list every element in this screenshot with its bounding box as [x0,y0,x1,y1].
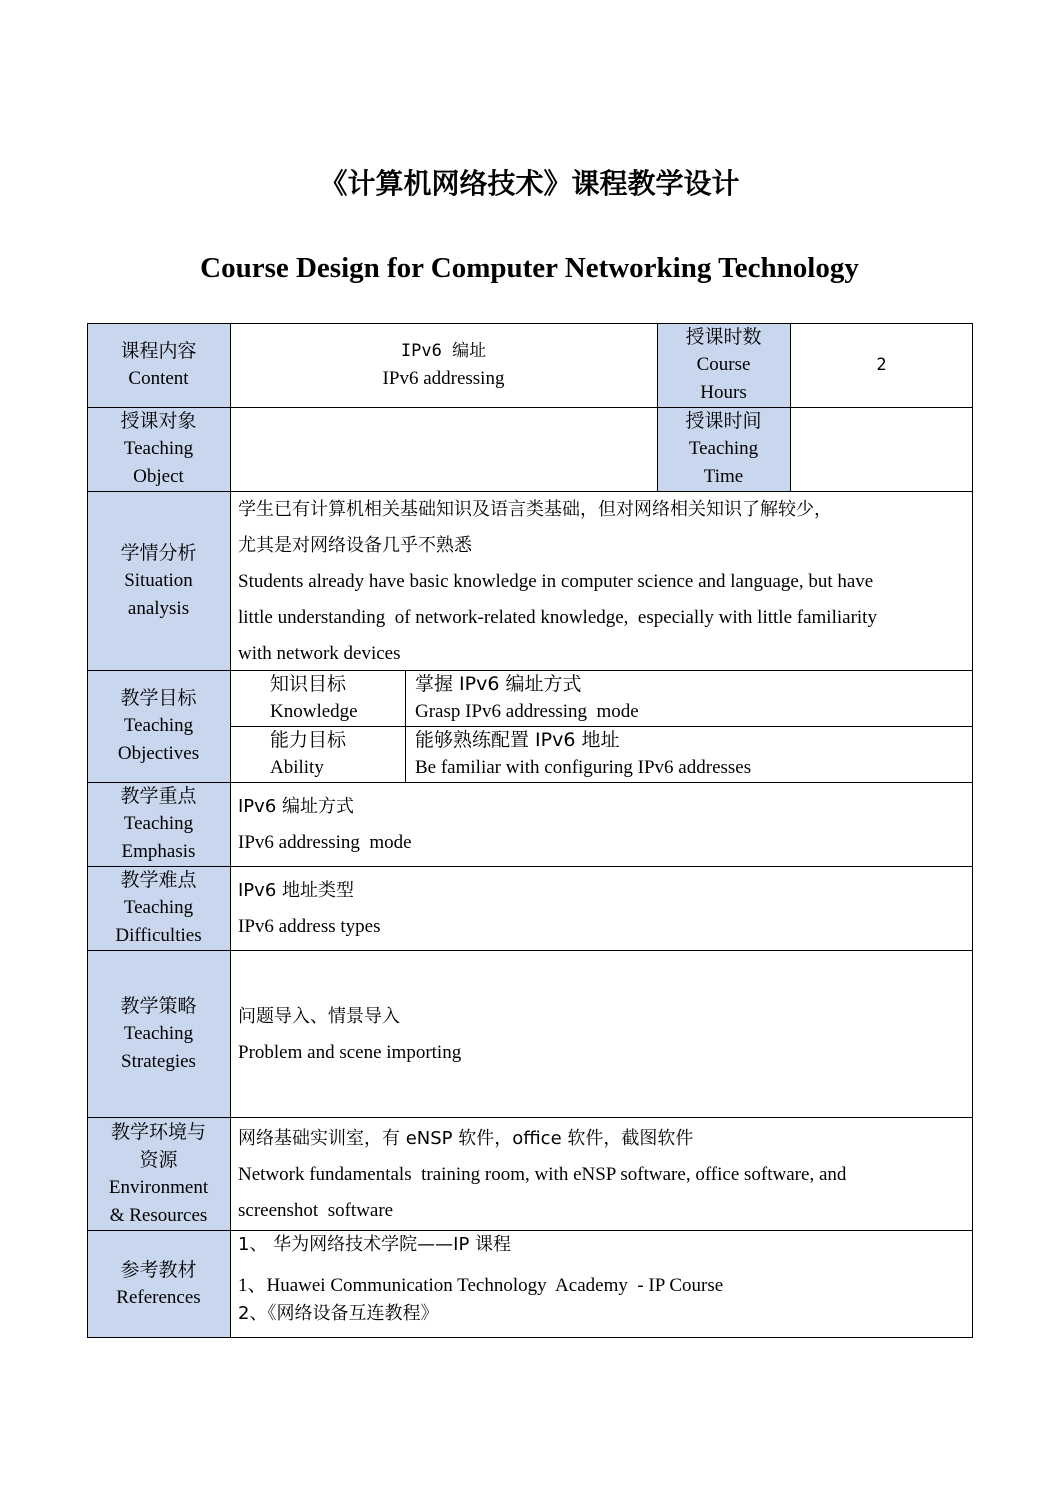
row-divider [87,491,973,492]
label-objectives-cn: 教学目标 [120,687,197,709]
row-divider [87,950,973,951]
table-border-bottom [87,1337,973,1338]
label-course-hours-cn: 授课时数 [685,326,762,348]
table-border-top [87,323,973,324]
label-difficulties-en-1: Teaching [123,897,194,918]
knowledge-label-cn: 知识目标 [270,673,347,695]
label-emphasis-en-1: Teaching [123,813,194,834]
environment-en-line-2: screenshot software [238,1199,394,1221]
label-teaching-object-en-1: Teaching [123,438,194,459]
situation-en-line-3: with network devices [238,642,401,664]
row-divider [87,407,973,408]
course-hours-value [790,323,973,407]
label-references [87,1230,230,1338]
label-difficulties-cn: 教学难点 [120,869,197,891]
environment-resources-text [230,1117,973,1230]
situation-cn-line-2: 尤其是对网络设备几乎不熟悉 [238,534,472,556]
label-environment-en-1: Environment [108,1176,209,1198]
row-divider [87,1117,973,1118]
label-teaching-time-en-2: Time [703,466,744,487]
situation-cn-line-1: 学生已有计算机相关基础知识及语言类基础，但对网络相关知识了解较少， [238,498,832,520]
objective-knowledge-label [230,670,405,726]
label-teaching-time [657,407,790,491]
label-teaching-object-en-2: Object [133,466,184,487]
page-title-en: Course Design for Computer Networking Technology [200,252,859,284]
emphasis-en: IPv6 addressing mode [238,832,412,853]
label-teaching-time-cn: 授课时间 [685,410,762,432]
situation-en-line-1: Students already have basic knowledge in computer science and language, but have [238,570,874,592]
knowledge-value-en: Grasp IPv6 addressing mode [415,701,639,722]
row-divider [87,1230,973,1231]
label-teaching-object-cn: 授课对象 [120,410,197,432]
situation-en-line-2: little understanding of network-related knowledge, especially with little familiarity [238,606,877,628]
label-teaching-difficulties [87,866,230,950]
objective-ability-label [230,726,405,782]
column-divider [657,323,658,491]
row-divider [230,726,973,727]
label-environment-cn-1: 教学环境与 [110,1120,206,1143]
label-situation-en-1: Situation [124,569,193,591]
row-divider [87,670,973,671]
label-teaching-strategies [87,950,230,1117]
reference-item-1-en: 1、Huawei Communication Technology Academy - IP Course [238,1275,724,1296]
row-divider [87,782,973,783]
label-objectives-en-1: Teaching [123,715,194,736]
knowledge-value-cn: 掌握 IPv6 编址方式 [415,673,582,695]
label-references-en: References [116,1287,201,1308]
label-teaching-object [87,407,230,491]
environment-en-line-1: Network fundamentals training room, with eNSP software, office software, and [238,1163,847,1185]
ability-label-cn: 能力目标 [270,729,347,751]
ability-value-cn: 能够熟练配置 IPv6 地址 [415,729,620,751]
label-strategies-cn: 教学策略 [120,994,197,1017]
label-emphasis-cn: 教学重点 [120,785,197,807]
teaching-difficulties-text [230,866,973,950]
content-value-en: IPv6 addressing [382,368,505,389]
label-course-hours-en-2: Hours [700,382,747,403]
table-border-left [87,323,88,1338]
column-divider [230,323,231,1338]
label-environment-cn-2: 资源 [139,1148,178,1171]
difficulties-cn: IPv6 地址类型 [238,880,354,901]
label-content-cn: 课程内容 [120,340,197,362]
label-course-hours-en-1: Course [696,354,751,375]
strategies-cn: 问题导入、情景导入 [238,1005,400,1027]
table-border-right [972,323,973,1338]
content-value [230,323,657,407]
label-difficulties-en-2: Difficulties [115,925,202,946]
row-divider [87,866,973,867]
knowledge-label-en: Knowledge [270,701,358,722]
course-design-table [87,323,973,1338]
situation-analysis-text [230,491,973,670]
teaching-object-value [230,407,657,491]
column-divider [405,670,406,782]
teaching-emphasis-text [230,782,973,866]
label-content-en: Content [128,368,189,389]
ability-label-en: Ability [270,757,324,778]
column-divider [790,323,791,491]
content-value-cn: IPv6 编址 [400,341,487,361]
reference-item-1-cn: 1、 华为网络技术学院——IP 课程 [238,1234,512,1255]
strategies-en: Problem and scene importing [238,1041,462,1063]
environment-cn: 网络基础实训室，有 eNSP 软件，office 软件，截图软件 [238,1127,694,1149]
teaching-strategies-text [230,950,973,1117]
page-title-cn: 《计算机网络技术》课程教学设计 [319,167,740,200]
course-hours-number: 2 [876,355,887,375]
label-teaching-emphasis [87,782,230,866]
objective-ability-value [405,726,973,782]
label-strategies-en-2: Strategies [121,1050,196,1072]
label-environment-resources [87,1117,230,1230]
ability-value-en: Be familiar with configuring IPv6 addresses [415,757,752,778]
label-teaching-objectives [87,670,230,782]
label-situation-en-2: analysis [127,597,190,619]
label-content [87,323,230,407]
teaching-time-value [790,407,973,491]
difficulties-en: IPv6 address types [238,916,381,937]
emphasis-cn: IPv6 编址方式 [238,796,354,817]
label-environment-en-2: & Resources [109,1204,208,1226]
label-teaching-time-en-1: Teaching [688,438,759,459]
label-situation-analysis [87,491,230,670]
label-situation-cn: 学情分析 [120,541,197,564]
label-strategies-en-1: Teaching [123,1022,194,1044]
reference-item-2-cn: 2、《网络设备互连教程》 [238,1303,439,1324]
objective-knowledge-value [405,670,973,726]
label-course-hours [657,323,790,407]
references-list [230,1230,973,1338]
label-references-cn: 参考教材 [120,1259,197,1281]
label-emphasis-en-2: Emphasis [121,841,196,862]
label-objectives-en-2: Objectives [117,743,200,764]
